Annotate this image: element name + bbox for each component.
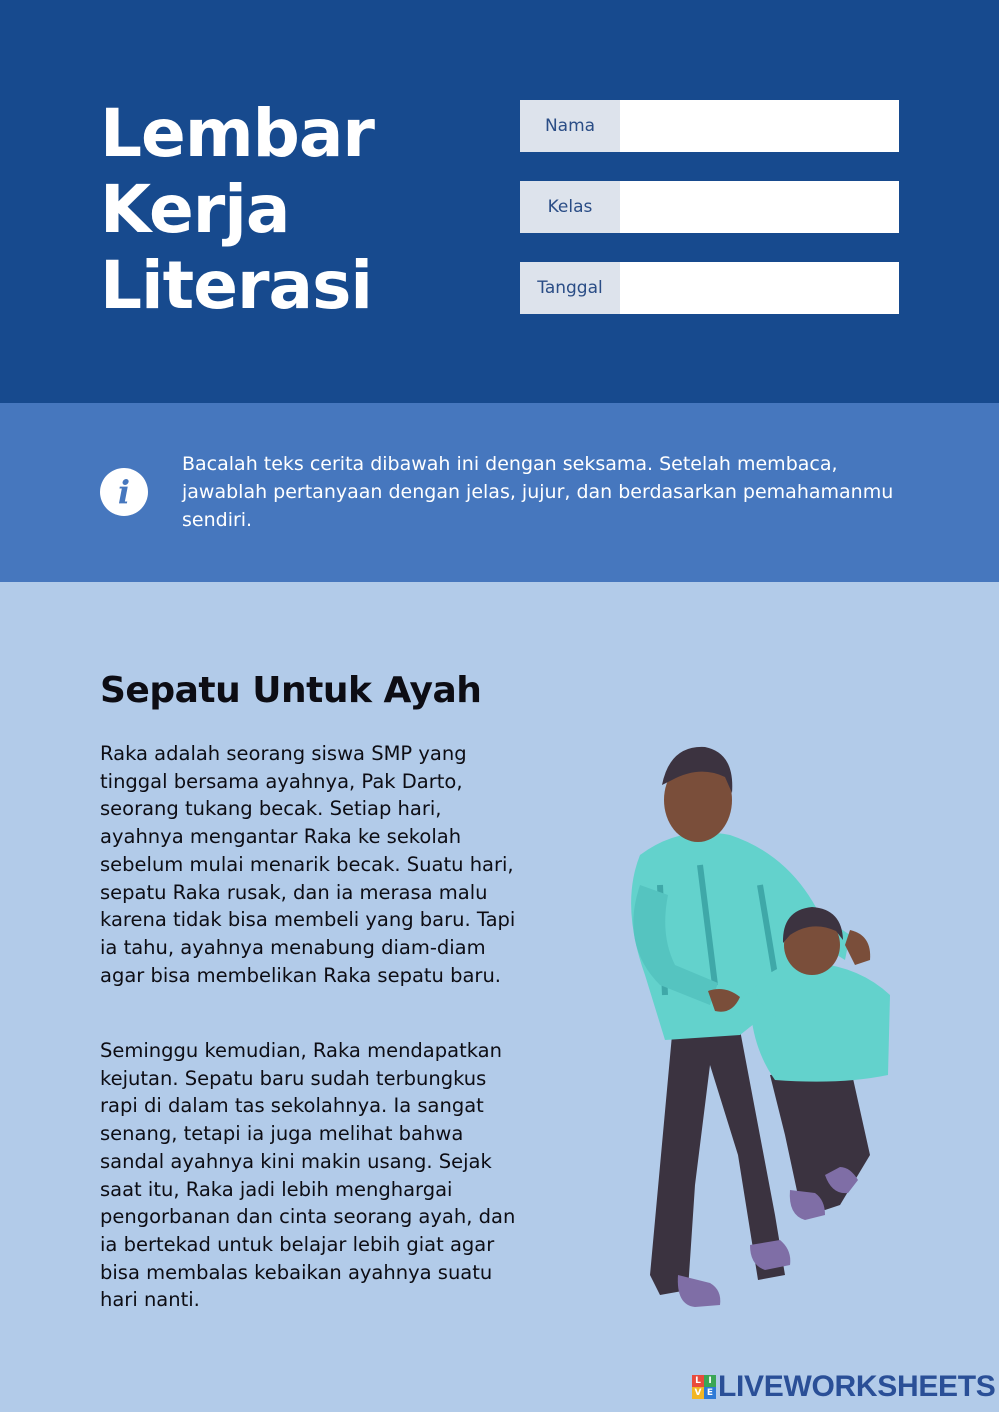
logo-text: LIVEWORKSHEETS [718,1370,996,1403]
logo-mark-letter: L [692,1375,704,1387]
date-field-label: Tanggal [520,262,620,314]
info-icon [100,468,148,516]
father-child-illustration [600,735,910,1325]
logo-mark-letter: I [704,1375,716,1387]
logo-mark-icon [692,1375,716,1399]
class-input[interactable] [620,181,899,233]
logo-mark-letter: V [692,1387,704,1399]
title-line: Lembar [100,95,374,172]
story-paragraph: Raka adalah seorang siswa SMP yang tinggal bersama ayahnya, Pak Darto, seorang tukang becak. Setiap hari, ayahnya mengantar Raka ke sekolah sebelum mulai menarik becak. Suatu hari, sepatu Raka rusak, dan ia merasa malu karena tidak bisa membeli yang baru. Tapi ia tahu, ayahnya menabung diam-diam agar bisa membelikan Raka sepatu baru. [100,742,516,987]
title-line: Kerja [100,171,290,248]
story-paragraph: Seminggu kemudian, Raka mendapatkan kejutan. Sepatu baru sudah terbungkus rapi di dalam tas sekolahnya. Ia sangat senang, tetapi ia juga melihat bahwa sandal ayahnya kini makin usang. Sejak saat itu, Raka jadi lebih menghargai pengorbanan dan cinta seorang ayah, dan ia bertekad untuk belajar lebih giat agar bisa membalas kebaikan ayahnya suatu hari nanti. [100,1039,516,1312]
page-title [100,96,374,324]
class-field-label: Kelas [520,181,620,233]
title-line: Literasi [100,247,372,324]
date-field-row [520,262,899,314]
logo-mark-letter: E [704,1387,716,1399]
name-input[interactable] [620,100,899,152]
name-field-label: Nama [520,100,620,152]
name-field-row [520,100,899,152]
liveworksheets-logo [692,1370,996,1404]
date-input[interactable] [620,262,899,314]
info-icon-glyph: i [117,473,131,511]
class-field-row [520,181,899,233]
instruction-text: Bacalah teks cerita dibawah ini dengan seksama. Setelah membaca, jawablah pertanyaan dengan jelas, jujur, dan berdasarkan pemahamanmu sendiri. [182,453,894,531]
story-title: Sepatu Untuk Ayah [100,670,482,711]
